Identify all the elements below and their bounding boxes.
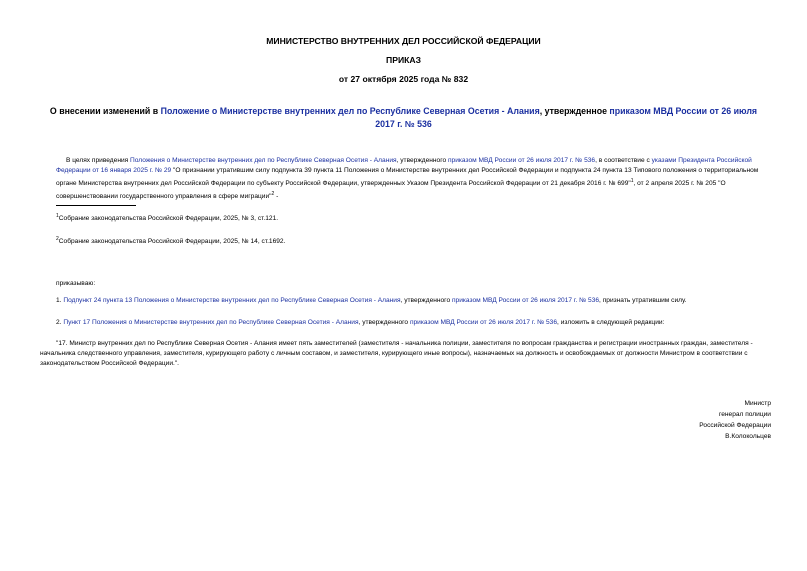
item2-link-order[interactable]: приказом МВД России от 26 июля 2017 г. № 536 xyxy=(409,319,558,326)
intro-link-regulation[interactable]: Положения о Министерстве внутренних дел по Республике Северная Осетия - Алания xyxy=(130,157,397,164)
signature-country: Российской Федерации xyxy=(699,422,771,429)
item2-link-paragraph[interactable]: Пункт 17 Положения о Министерстве внутренних дел по Республике Северная Осетия - Алания xyxy=(63,319,359,326)
document-title xyxy=(40,105,767,131)
intro-text: , утвержденного xyxy=(396,157,448,164)
footnote-mark: 1 xyxy=(56,213,59,219)
title-link-regulation[interactable]: Положение о Министерстве внутренних дел по Республике Северная Осетия - Алания xyxy=(160,106,540,116)
signature-name: В.Колокольцев xyxy=(725,433,771,440)
footnote-ref-1[interactable]: 1 xyxy=(630,178,634,184)
item-text: , утвержденного xyxy=(358,319,410,326)
intro-paragraph xyxy=(56,156,771,202)
intro-text: , от 2 апреля 2025 г. № 205 "О совершенствовании государственного управления в сфере миграции" xyxy=(56,180,726,201)
footnote-mark: 2 xyxy=(56,236,59,242)
footnote-ref-2[interactable]: 2 xyxy=(271,191,275,198)
footnote-1 xyxy=(56,211,756,224)
document-type: ПРИКАЗ xyxy=(386,55,421,65)
title-text: , утвержденное xyxy=(539,106,610,116)
signature-rank: генерал полиции xyxy=(718,411,771,418)
intro-text: - xyxy=(274,193,279,201)
item-number: 1. xyxy=(56,297,64,304)
intro-link-decrees[interactable]: указами Президента Российской Федерации от 16 января 2025 г. № 29 xyxy=(56,157,752,174)
item1-link-order[interactable]: приказом МВД России от 26 июля 2017 г. № 536 xyxy=(451,297,600,304)
title-link-order[interactable]: приказом МВД России от 26 июля 2017 г. № 536 xyxy=(375,106,758,129)
footnote-text: Собрание законодательства Российской Федерации, 2025, № 3, ст.121. xyxy=(58,215,279,223)
intro-text: "О признании утратившим силу подпункта 39 пункта 11 Положения о Министерстве внутренних дел Российской Федерации и подпункта 24 пункта 13 Типового положения о территориальном органе Министерства внутренних дел Российской Федерации по субъекту Российской Федерации, утвержденных Указом Президента Российской Федерации от 21 декабря 2016 г. № 699" xyxy=(56,167,759,188)
intro-text: , в соответствие с xyxy=(595,157,652,164)
document-date-number: от 27 октября 2025 года № 832 xyxy=(338,74,469,84)
order-item-1 xyxy=(56,296,771,306)
intro-text: В целях приведения xyxy=(66,157,131,164)
order-word: приказываю: xyxy=(56,280,96,287)
footnote-separator xyxy=(56,205,136,206)
signature-position: Министр xyxy=(744,400,771,407)
ministry-heading: МИНИСТЕРСТВО ВНУТРЕННИХ ДЕЛ РОССИЙСКОЙ ФЕДЕРАЦИИ xyxy=(266,36,541,46)
item-text: , изложить в следующей редакции: xyxy=(557,319,665,326)
footnote-text: Собрание законодательства Российской Федерации, 2025, № 14, ст.1692. xyxy=(58,238,286,246)
order-item-2 xyxy=(56,318,771,328)
item-text: , признать утратившим силу. xyxy=(599,297,687,304)
item-text: , утвержденного xyxy=(400,297,452,304)
footnote-2 xyxy=(56,234,756,247)
intro-link-order[interactable]: приказом МВД России от 26 июля 2017 г. № 536 xyxy=(447,157,596,164)
item-number: 2. xyxy=(56,319,64,326)
item1-link-subparagraph[interactable]: Подпункт 24 пункта 13 Положения о Министерстве внутренних дел по Республике Северная Осетия - Алания xyxy=(63,297,401,304)
new-wording-quote: "17. Министр внутренних дел по Республике Северная Осетия - Алания имеет пять заместителей (заместителя - начальника полиции, заместителя по вопросам гражданства и регистрации иностранных граждан, заместителя - начальника следственного управления, заместителя, курирующего работу с личным составом, и заместителя, курирующего иные вопросы), назначаемых на должность и освобождаемых от должности Министром в соответствии с законодательством Российской Федерации.". xyxy=(40,340,753,367)
title-text: О внесении изменений в xyxy=(49,106,161,116)
